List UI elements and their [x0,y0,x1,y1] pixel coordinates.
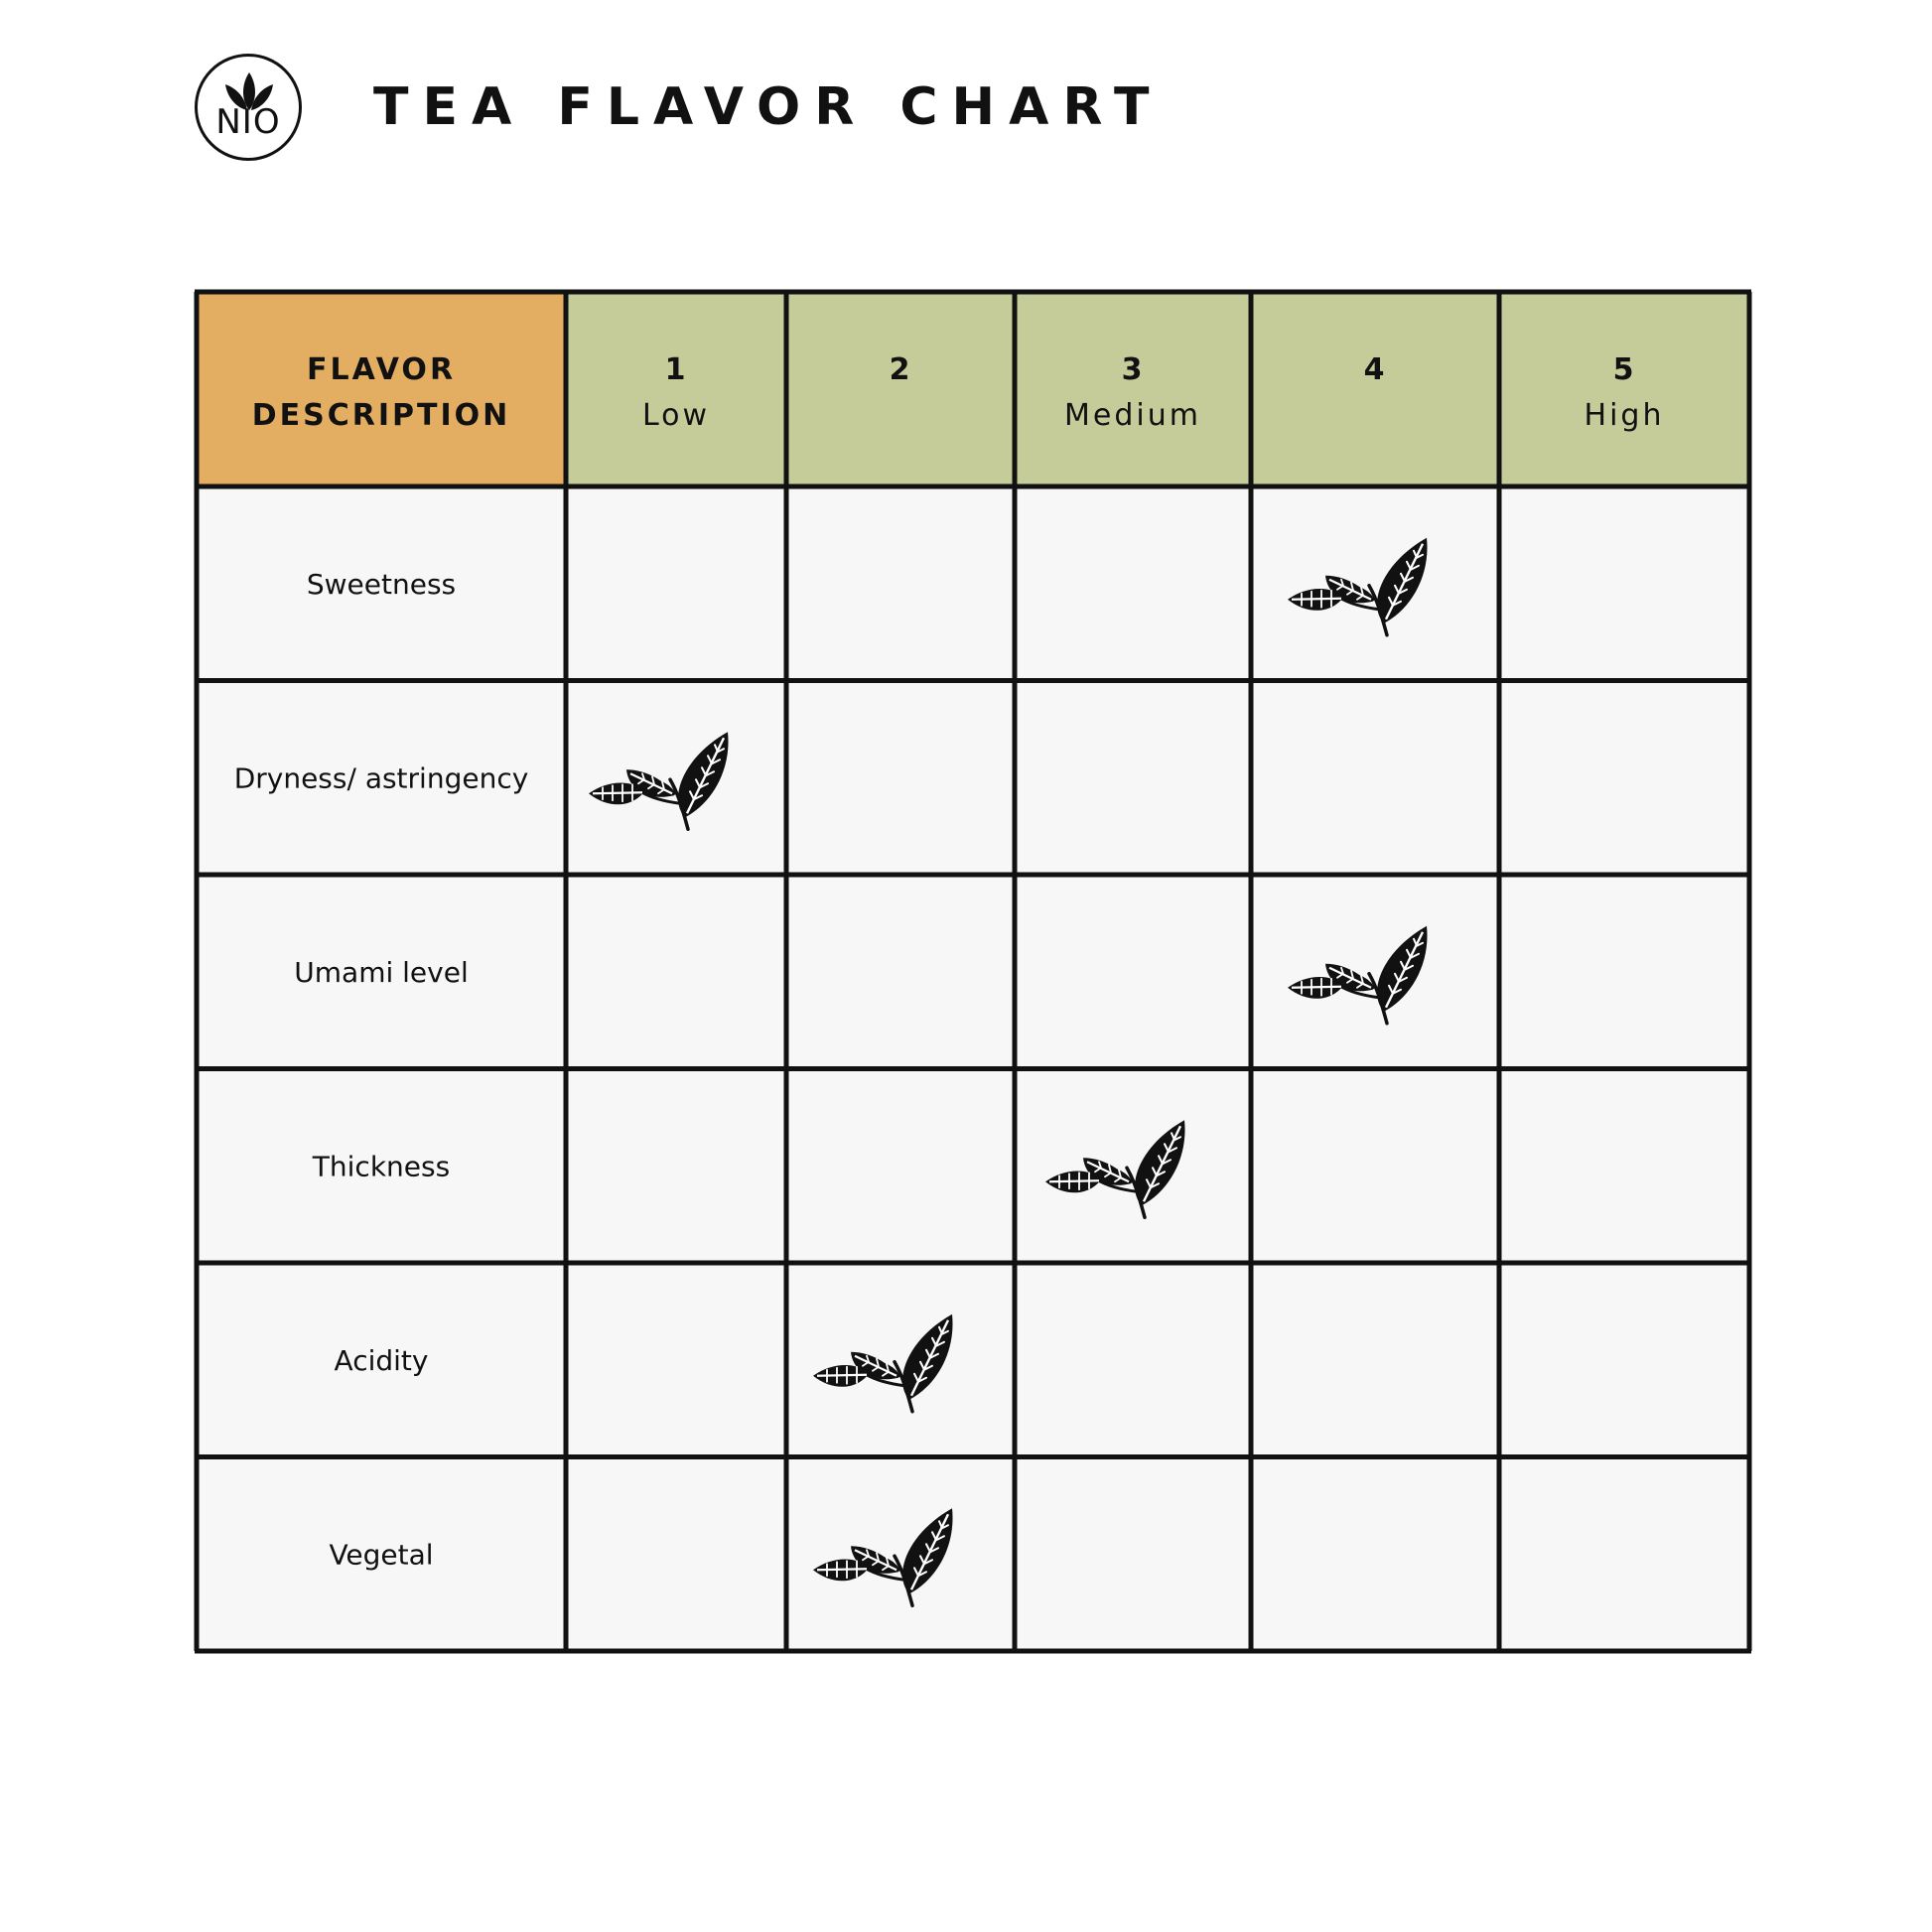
table-cell [1499,1457,1749,1652]
level-header-cell [1499,292,1749,486]
table-cell [1251,1069,1499,1264]
flavor-label: Dryness/ astringency [233,761,529,795]
level-number-3: 3 [1121,352,1145,387]
table-cell [786,681,1015,876]
level-number-2: 2 [889,352,912,387]
table-cell [1015,875,1251,1069]
table-cell [1015,486,1251,681]
logo-text: NIO [215,102,281,142]
flavor-label: Thickness [312,1150,451,1183]
level-number-5: 5 [1612,352,1636,387]
table-cell [1251,681,1499,876]
table-cell [1015,1263,1251,1457]
description-header-line-2: DESCRIPTION [251,398,511,433]
table-cell [566,1263,786,1457]
flavor-label: Vegetal [329,1538,434,1572]
table-cell [786,1263,1015,1457]
table-cell [1251,1263,1499,1457]
level-label-1: Low [641,398,711,433]
level-header-cell [786,292,1015,486]
level-header-cell [1015,292,1251,486]
flavor-label: Acidity [334,1343,429,1377]
table-cell [1015,681,1251,876]
flavor-label: Umami level [294,955,469,989]
table-cell [1251,486,1499,681]
table-cell [786,875,1015,1069]
table-cell [566,1457,786,1652]
table-cell [566,486,786,681]
table-cell [1251,1457,1499,1652]
table-cell [566,1069,786,1264]
level-header-cell [1251,292,1499,486]
table-cell [786,1069,1015,1264]
table-cell [1015,1457,1251,1652]
table-cell [786,1457,1015,1652]
table-cell [1499,1263,1749,1457]
table-cell [1499,486,1749,681]
level-header-cell [566,292,786,486]
flavor-label: Sweetness [306,567,457,601]
table-cell [566,875,786,1069]
description-header-cell [197,292,566,486]
description-header-line-1: FLAVOR [306,352,457,387]
table-cell [1499,875,1749,1069]
table-cell [1015,1069,1251,1264]
table-cell [566,681,786,876]
table-cell [1499,681,1749,876]
page-title: TEA FLAVOR CHART [373,77,1164,137]
table-cell [1499,1069,1749,1264]
table-cell [786,486,1015,681]
table-cell [1251,875,1499,1069]
level-number-1: 1 [664,352,688,387]
level-label-5: High [1584,398,1665,433]
level-number-4: 4 [1363,352,1387,387]
level-label-3: Medium [1064,398,1201,433]
